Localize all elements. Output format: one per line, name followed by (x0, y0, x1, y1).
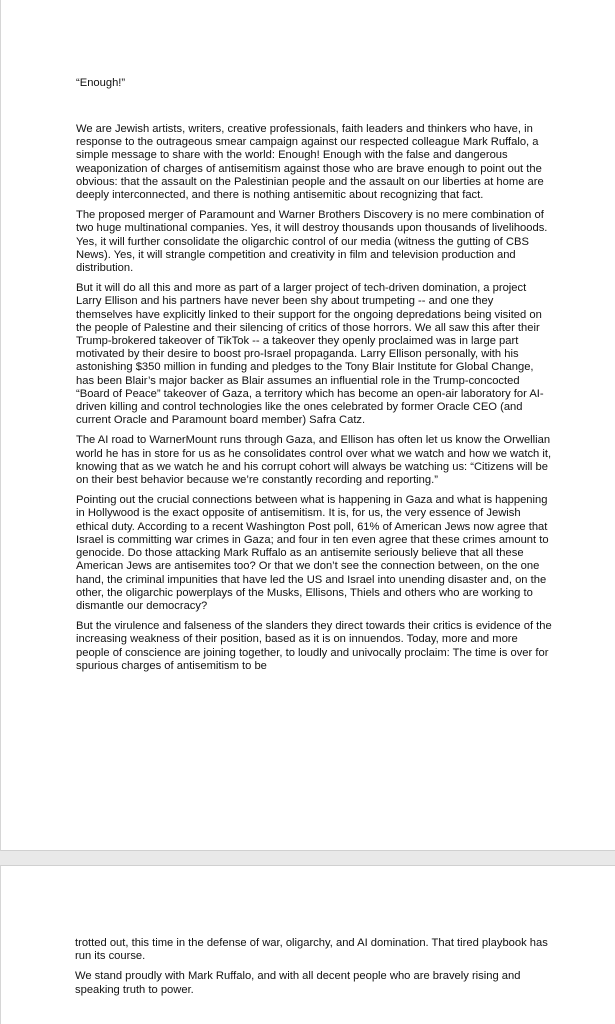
page-1-body (76, 123, 552, 680)
paragraph-1: We are Jewish artists, writers, creative professionals, faith leaders and thinkers who have, in response to the outrageous smear campaign against our respected colleague Mark Ruffalo, a simple message to share with the world: Enough! Enough with the false and dangerous weaponization of charges of antisemitism against those who are brave enough to point out the obvious: that the assault on the Palestinian people and the assault on our liberties at home are deeply interconnected, and there is nothing antisemitic about recognizing that fact. (76, 123, 544, 202)
paragraph-5: Pointing out the crucial connections between what is happening in Gaza and what is happening in Hollywood is the exact opposite of antisemitism. It is, for us, the very essence of Jewish ethical duty. According to a recent Washington Post poll, 61% of American Jews now agree that Israel is committing war crimes in Gaza; and four in ten even agree that these crimes amount to genocide. Do those attacking Mark Ruffalo as an antisemite seriously believe that all these American Jews are antisemites too? Or that we don’t see the connection between, on the one hand, the criminal impunities that have led the US and Israel into unending disaster and, on the other, the oligarchic powerplays of the Musks, Ellisons, Thiels and others who are working to dismantle our democracy? (76, 494, 549, 612)
paragraph-2: The proposed merger of Paramount and Warner Brothers Discovery is no mere combination of two huge multinational companies. Yes, it will destroy thousands upon thousands of livelihoods. Yes, it will further consolidate the oligarchic control of our media (witness the gutting of CBS News). Yes, it will strangle competition and creativity in film and television production and distribution. (76, 209, 548, 275)
paragraph-7: trotted out, this time in the defense of war, oligarchy, and AI domination. That tired playbook has run its course. (75, 937, 548, 963)
document-title: “Enough!” (76, 77, 126, 89)
paragraph-6: But the virulence and falseness of the slanders they direct towards their critics is evidence of the increasing weakness of their position, based as it is on innuendos. Today, more and more people of conscience are joining together, to loudly and univocally proclaim: The time is over for spurious charges of antisemitism to be (76, 620, 552, 672)
page-2-body (75, 937, 551, 1004)
paragraph-4: The AI road to WarnerMount runs through Gaza, and Ellison has often let us know the Orwellian world he has in store for us as he consolidates control over what we watch and how we watch it, knowing that as we watch he and his corrupt cohort will always be watching us: “Citizens will be on their best behavior because we’re constantly recording and reporting.” (76, 434, 552, 487)
paragraph-3: But it will do all this and more as part of a larger project of tech-driven domination, a project Larry Ellison and his partners have never been shy about trumpeting -- and one they themselves have explicitly linked to their support for the ongoing depredations being visited on the people of Palestine and their silencing of critics of those horrors. We all saw this after their Trump-brokered takeover of TikTok -- a takeover they openly proclaimed was in large part motivated by their desire to boost pro-Israel propaganda. Larry Ellison personally, with his astonishing $350 million in funding and pledges to the Tony Blair Institute for Global Change, has been Blair’s major backer as Blair assumes an influential role in the Trump-concocted “Board of Peace” takeover of Gaza, a territory which has become an open-air laboratory for AI-driven killing and control technologies like the ones celebrated by former Oracle CEO (and current Oracle and Paramount board member) Safra Catz. (76, 282, 544, 427)
paragraph-8: We stand proudly with Mark Ruffalo, and with all decent people who are bravely rising and speaking truth to power. (75, 970, 521, 996)
